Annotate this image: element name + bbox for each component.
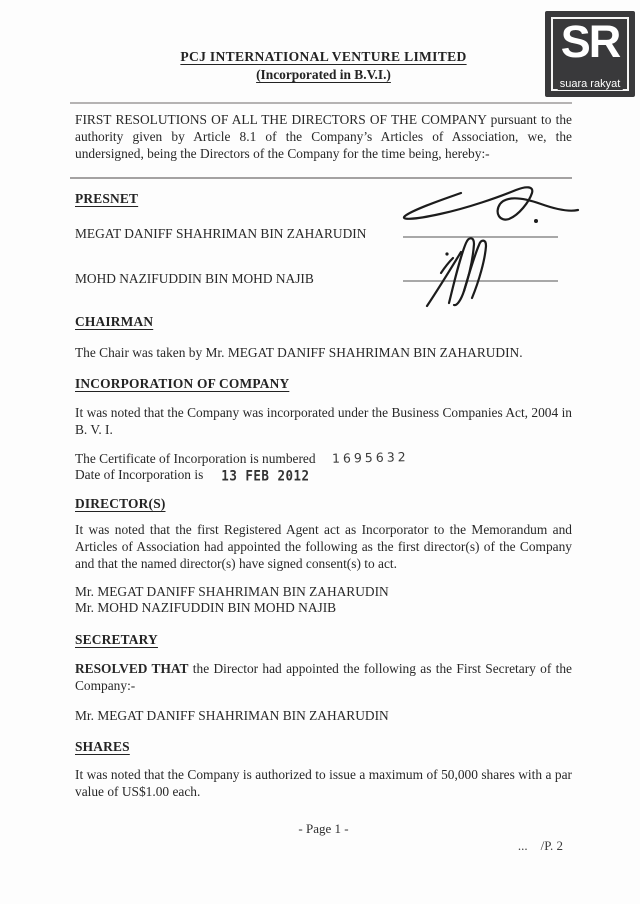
divider-top [70, 102, 572, 104]
heading-shares: SHARES [75, 739, 130, 754]
date-row [75, 466, 572, 483]
certificate-label: The Certificate of Incorporation is numbered [75, 451, 316, 466]
incorporation-subtitle: (Incorporated in B.V.I.) [256, 67, 391, 82]
directors-name-1: Mr. MEGAT DANIFF SHAHRIMAN BIN ZAHARUDIN [75, 584, 389, 599]
certificate-row [75, 450, 572, 467]
page-number-label: - Page 1 - [298, 821, 349, 836]
director-name-2: MOHD NAZIFUDDIN BIN MOHD NAJIB [75, 271, 314, 286]
next-page-indicator: ... /P. 2 [517, 838, 563, 853]
heading-incorporation: INCORPORATION OF COMPANY [75, 376, 290, 391]
directors-text: It was noted that the first Registered Agent act as Incorporator to the Memorandum and Articles of Association had appointed the following as the first director(s) of the Company and that the named director(s) have signed consent(s) to act. [75, 522, 572, 571]
secretary-name: Mr. MEGAT DANIFF SHAHRIMAN BIN ZAHARUDIN [75, 708, 389, 723]
directors-name-list [75, 584, 572, 616]
directors-name-2: Mr. MOHD NAZIFUDDIN BIN MOHD NAJIB [75, 600, 337, 615]
director-name-1: MEGAT DANIFF SHAHRIMAN BIN ZAHARUDIN [75, 226, 367, 241]
logo-tagline: suara rakyat [559, 78, 621, 90]
heading-present: PRESNET [75, 191, 139, 206]
heading-chairman: CHAIRMAN [75, 314, 154, 329]
secretary-resolved-lead: RESOLVED THAT [75, 661, 189, 676]
heading-directors: DIRECTOR(S) [75, 496, 166, 511]
secretary-text [75, 660, 572, 694]
signature-nazifuddin [427, 238, 486, 306]
title-block [75, 49, 572, 83]
company-name-title: PCJ INTERNATIONAL VENTURE LIMITED [180, 49, 467, 64]
divider-below-intro [70, 177, 572, 179]
date-label: Date of Incorporation is [75, 467, 204, 482]
suara-rakyat-logo [545, 11, 635, 97]
certificate-number-handwritten: 1695632 [331, 449, 409, 466]
date-stamp: 13 FEB 2012 [221, 467, 310, 485]
intro-paragraph: FIRST RESOLUTIONS OF ALL THE DIRECTORS OF THE COMPANY pursuant to the authority given by Article 8.1 of the Company’s Articles of Association, we, the undersigned, being the Directors of the Company for the time being, hereby:- [75, 112, 572, 161]
incorporation-text: It was noted that the Company was incorporated under the Business Companies Act, 2004 in B. V. I. [75, 405, 572, 437]
logo-initials: SR [560, 16, 620, 67]
signatures [395, 185, 595, 315]
shares-text: It was noted that the Company is authorized to issue a maximum of 50,000 shares with a par value of US$1.00 each. [75, 767, 572, 799]
signature-megat [404, 187, 578, 223]
chairman-text: The Chair was taken by Mr. MEGAT DANIFF SHAHRIMAN BIN ZAHARUDIN. [75, 345, 523, 360]
secretary-resolved-body: the Director had appointed the following as the First Secretary of the Company:- [75, 661, 573, 693]
heading-secretary: SECRETARY [75, 632, 158, 647]
